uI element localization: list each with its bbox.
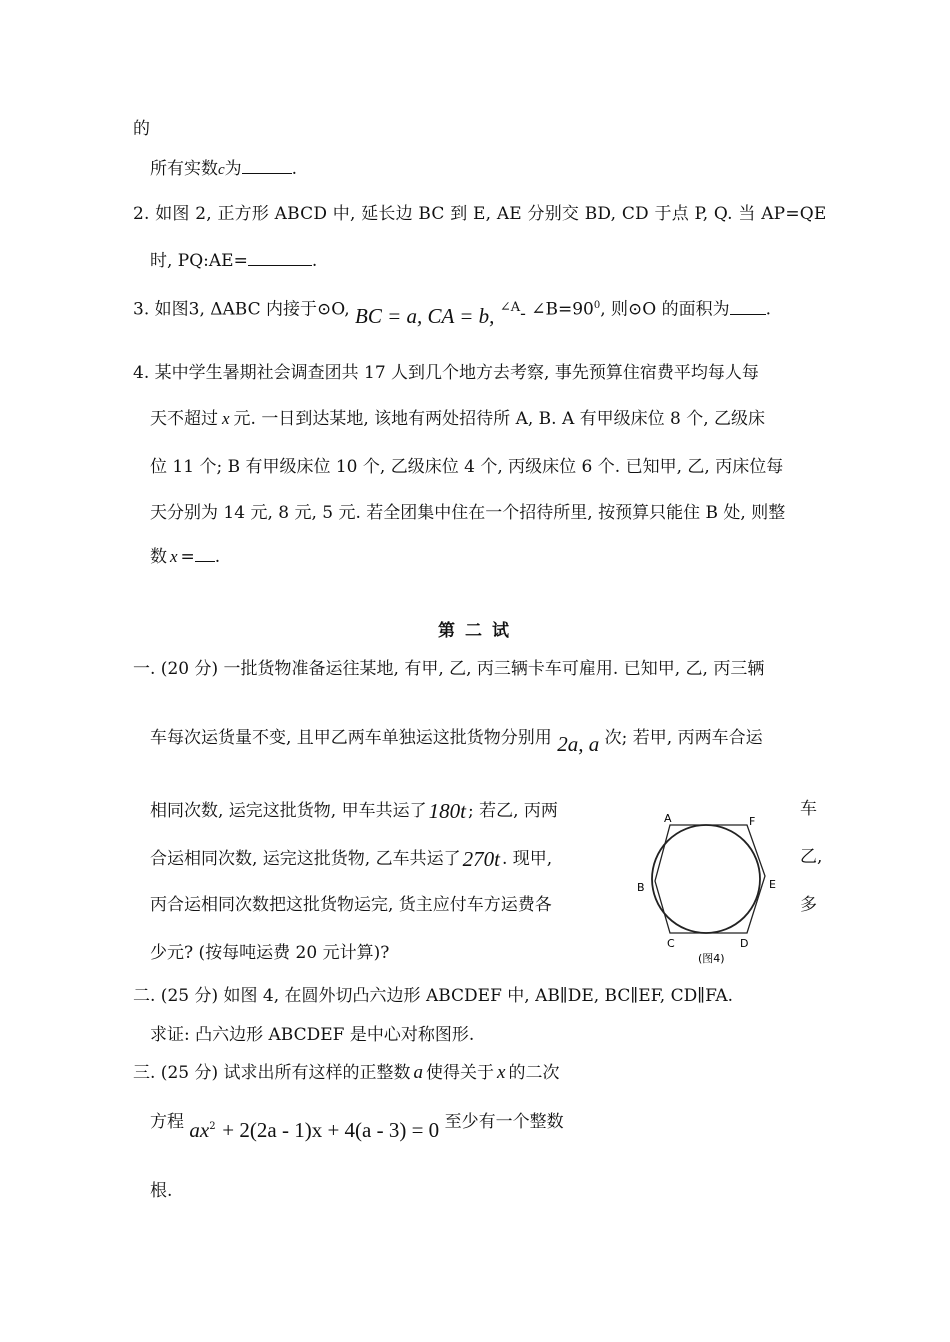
text: ∠B=90: [531, 299, 594, 320]
problem-1-line-2: [150, 725, 763, 756]
problem-1-line-5: 丙合运相同次数把这批货物运完, 货主应付车方运费各: [150, 895, 552, 915]
text: 所有实数: [150, 159, 218, 179]
figure-caption: (图4): [698, 952, 725, 965]
text: , 则⊙O 的面积为: [600, 299, 730, 320]
question-3: [133, 295, 772, 328]
question-4-line-5: [150, 546, 220, 568]
problem-1-line-6: 少元? (按每吨运费 20 元计算)?: [150, 943, 390, 963]
text: 元. 一日到达某地, 该地有两处招待所 A, B. A 有甲级床位 8 个, 乙级床: [233, 409, 766, 429]
variable-a: a: [413, 1062, 424, 1083]
vertex-label-d: D: [740, 937, 749, 950]
text: .: [291, 159, 298, 179]
text: 天不超过: [150, 409, 218, 429]
problem-1-line-3-end: 车: [800, 799, 817, 819]
vertex-label-f: F: [749, 815, 756, 828]
math-180t: 180t: [428, 799, 466, 823]
text: 3. 如图3, ΔABC 内接于⊙O,: [133, 299, 350, 320]
eq-part: + 2(2a - 1)x + 4(a - 3) = 0: [222, 1118, 440, 1142]
problem-1-line-4-end: 乙,: [800, 847, 823, 867]
math-270t: 270t: [462, 847, 500, 871]
math-bc-ca: BC = a, CA = b,: [355, 303, 495, 328]
question-4-line-4: 天分别为 14 元, 8 元, 5 元. 若全团集中住在一个招待所里, 按预算只能住 B 处, 则整: [150, 503, 786, 523]
text: 三. (25 分) 试求出所有这样的正整数: [133, 1063, 411, 1083]
superscript: 0: [593, 300, 601, 311]
problem-1-line-4: [150, 846, 552, 870]
problem-3-line-3: 根.: [150, 1181, 173, 1201]
text: .: [311, 251, 318, 271]
problem-1-line-5-end: 多: [800, 895, 817, 915]
text: ; 若乙, 丙两: [467, 801, 558, 821]
text: 车每次运货量不变, 且甲乙两车单独运这批货物分别用: [150, 728, 552, 748]
variable-x: x: [170, 547, 178, 566]
variable-x: x: [497, 1062, 506, 1083]
text: 为: [224, 159, 242, 179]
text: 方程: [150, 1112, 184, 1132]
problem-1-line-3: [150, 798, 558, 822]
hexagon-outline: [655, 825, 765, 933]
figure-4-hexagon: [630, 808, 790, 968]
eq-part: ax: [189, 1118, 210, 1142]
text: 的二次: [508, 1063, 560, 1083]
text: 次; 若甲, 丙两车合运: [604, 728, 763, 748]
vertex-label-a: A: [664, 812, 672, 825]
text: .: [765, 299, 772, 320]
answer-blank: [242, 158, 292, 174]
problem-1-line-1: 一. (20 分) 一批货物准备运往某地, 有甲, 乙, 丙三辆卡车可雇用. 已知甲, 乙, 丙三辆: [133, 659, 765, 679]
vertex-label-e: E: [769, 878, 776, 891]
variable-c: c: [218, 162, 225, 178]
text: . 现甲,: [501, 849, 553, 869]
text: =: [180, 547, 195, 567]
variable-x: x: [222, 409, 230, 428]
text: 合运相同次数, 运完这批货物, 乙车共运了: [150, 849, 461, 869]
answer-blank: [248, 250, 312, 266]
text: 数: [150, 547, 167, 567]
answer-blank: [195, 546, 215, 562]
problem-2-line-1: 二. (25 分) 如图 4, 在圆外切凸六边形 ABCDEF 中, AB∥DE, BC∥EF, CD∥FA.: [133, 986, 734, 1006]
section-title: 第二试: [438, 621, 519, 641]
answer-blank: [730, 299, 766, 315]
question-4-line-3: 位 11 个; B 有甲级床位 10 个, 乙级床位 4 个, 丙级床位 6 个. 已知甲, 乙, 丙床位每: [150, 457, 784, 477]
text: 至少有一个整数: [444, 1112, 564, 1132]
text: 使得关于: [426, 1063, 495, 1083]
text: 时, PQ:AE=: [150, 251, 248, 271]
angle-a: ∠A: [499, 299, 521, 315]
text: .: [214, 547, 221, 567]
line-fragment: 的: [133, 119, 150, 139]
quadratic-equation: [189, 1118, 439, 1142]
question-2-line-2: [150, 250, 317, 272]
minus-sign: -: [520, 303, 526, 324]
math-2a-a: 2a, a: [557, 732, 600, 756]
question-1-tail: [150, 158, 297, 181]
text: 相同次数, 运完这批货物, 甲车共运了: [150, 801, 427, 821]
vertex-label-b: B: [637, 881, 645, 894]
question-4-line-2: [150, 408, 765, 430]
question-2-line-1: 2. 如图 2, 正方形 ABCD 中, 延长边 BC 到 E, AE 分别交 BD, CD 于点 P, Q. 当 AP=QE: [133, 204, 827, 224]
problem-3-line-1: [133, 1062, 559, 1084]
problem-2-line-2: 求证: 凸六边形 ABCDEF 是中心对称图形.: [150, 1025, 475, 1045]
problem-3-line-2: [150, 1106, 564, 1142]
inscribed-circle: [652, 825, 760, 933]
question-4-line-1: 4. 某中学生暑期社会调查团共 17 人到几个地方去考察, 事先预算住宿费平均每人每: [133, 363, 759, 383]
vertex-label-c: C: [667, 937, 675, 950]
eq-superscript: 2: [209, 1121, 216, 1132]
